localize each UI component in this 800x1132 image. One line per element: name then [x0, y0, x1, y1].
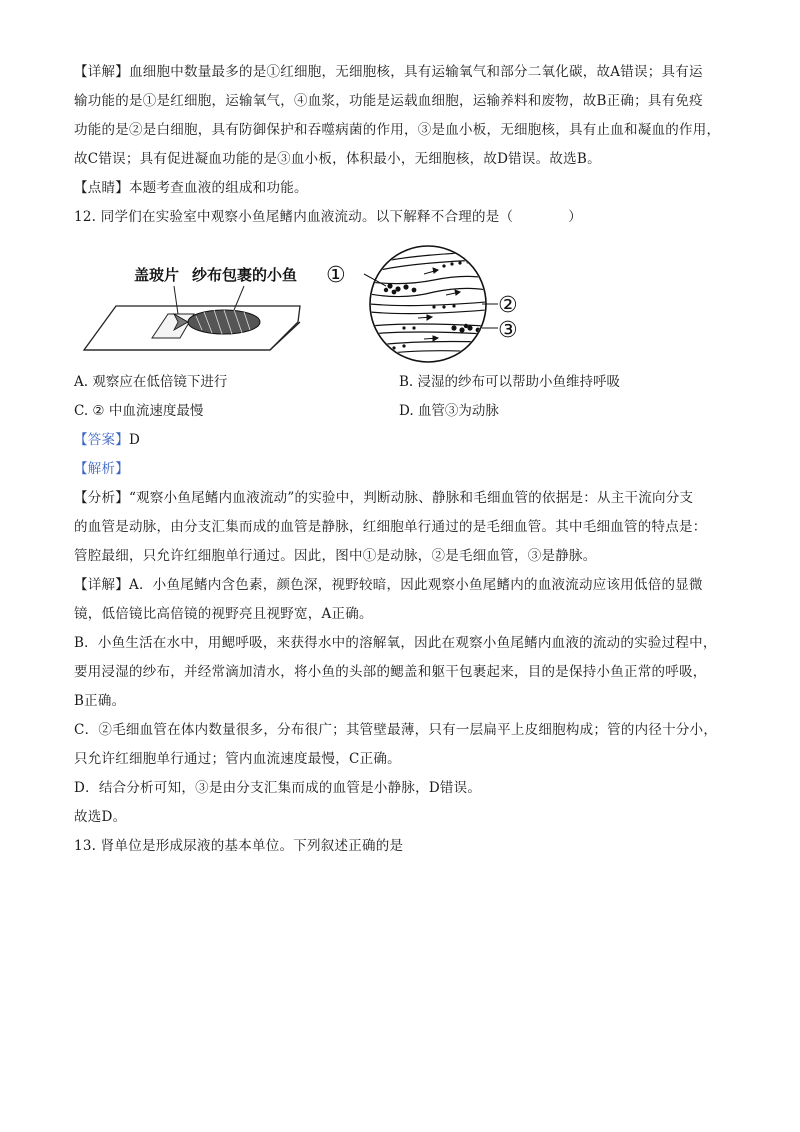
question-12-stem: 12. 同学们在实验室中观察小鱼尾鳍内血液流动。以下解释不合理的是（ ）	[74, 209, 583, 225]
option-b: B. 浸湿的纱布可以帮助小鱼维持呼吸	[399, 374, 621, 390]
detail-line: 只允许红细胞单行通过；管内血流速度最慢，C正确。	[74, 751, 401, 767]
document-page	[74, 58, 746, 861]
prev-detail-line: 故C错误；具有促进凝血功能的是③血小板，体积最小，无细胞核，故D错误。故选B。	[74, 151, 601, 167]
marker-2: ②	[498, 293, 518, 318]
answer-label: 【答案】	[74, 432, 129, 448]
microscope-field	[364, 246, 498, 362]
analysis-label: 【解析】	[74, 461, 129, 477]
marker-1: ①	[326, 263, 346, 288]
detail-line: 要用浸湿的纱布，并经常滴加清水，将小鱼的头部的鳃盖和躯干包裹起来，目的是保持小鱼正常的呼吸，	[74, 664, 707, 680]
label-fish: 纱布包裹的小鱼	[192, 266, 298, 284]
analysis-line: 【分析】“观察小鱼尾鳍内血液流动”的实验中，判断动脉、静脉和毛细血管的依据是：从主干流向分支	[74, 490, 694, 506]
options-row	[74, 397, 746, 426]
detail-line: 【详解】A．小鱼尾鳍内含色素，颜色深，视野较暗，因此观察小鱼尾鳍内的血液流动应该用低倍的显微	[74, 577, 703, 593]
detail-line: 故选D。	[74, 809, 127, 825]
analysis-line: 的血管是动脉，由分支汇集而成的血管是静脉，红细胞单行通过的是毛细血管。其中毛细血管的特点是：	[74, 519, 707, 535]
detail-line: 镜，低倍镜比高倍镜的视野亮且视野宽，A正确。	[74, 606, 373, 622]
prev-comment: 【点睛】本题考查血液的组成和功能。	[74, 180, 308, 196]
option-d: D. 血管③为动脉	[399, 403, 499, 419]
fish-tail-diagram	[74, 242, 746, 364]
question-12-figure	[74, 242, 746, 364]
detail-line: C．②毛细血管在体内数量很多，分布很广；其管壁最薄，只有一层扁平上皮细胞构成；管的内径十分小，	[74, 722, 718, 738]
options-row	[74, 368, 746, 397]
detail-line: D．结合分析可知，③是由分支汇集而成的血管是小静脉，D错误。	[74, 780, 482, 796]
answer-value: D	[129, 432, 141, 448]
slide-illustration	[84, 286, 300, 350]
answer-line	[74, 426, 746, 455]
marker-3: ③	[498, 318, 518, 343]
detail-line: B．小鱼生活在水中，用鳃呼吸，来获得水中的溶解氧，因此在观察小鱼尾鳍内血液的流动的实验过程中，	[74, 635, 717, 651]
question-13-stem: 13. 肾单位是形成尿液的基本单位。下列叙述正确的是	[74, 838, 404, 854]
prev-detail-line: 功能的是②是白细胞，具有防御保护和吞噬病菌的作用，③是血小板，无细胞核，具有止血和凝血的作用，	[74, 122, 721, 138]
option-c: C. ② 中血流速度最慢	[74, 403, 204, 419]
option-a: A. 观察应在低倍镜下进行	[74, 374, 228, 390]
detail-line: B正确。	[74, 693, 126, 709]
analysis-line: 管腔最细，只允许红细胞单行通过。因此，图中①是动脉，②是毛细血管，③是静脉。	[74, 548, 597, 564]
prev-detail-line: 【详解】血细胞中数量最多的是①红细胞，无细胞核，具有运输氧气和部分二氧化碳，故A错误；具有运	[74, 64, 703, 80]
prev-detail-line: 输功能的是①是红细胞，运输氧气，④血浆，功能是运载血细胞，运输养料和废物，故B正确；具有免疫	[74, 93, 703, 109]
label-coverslip: 盖玻片	[134, 266, 180, 284]
